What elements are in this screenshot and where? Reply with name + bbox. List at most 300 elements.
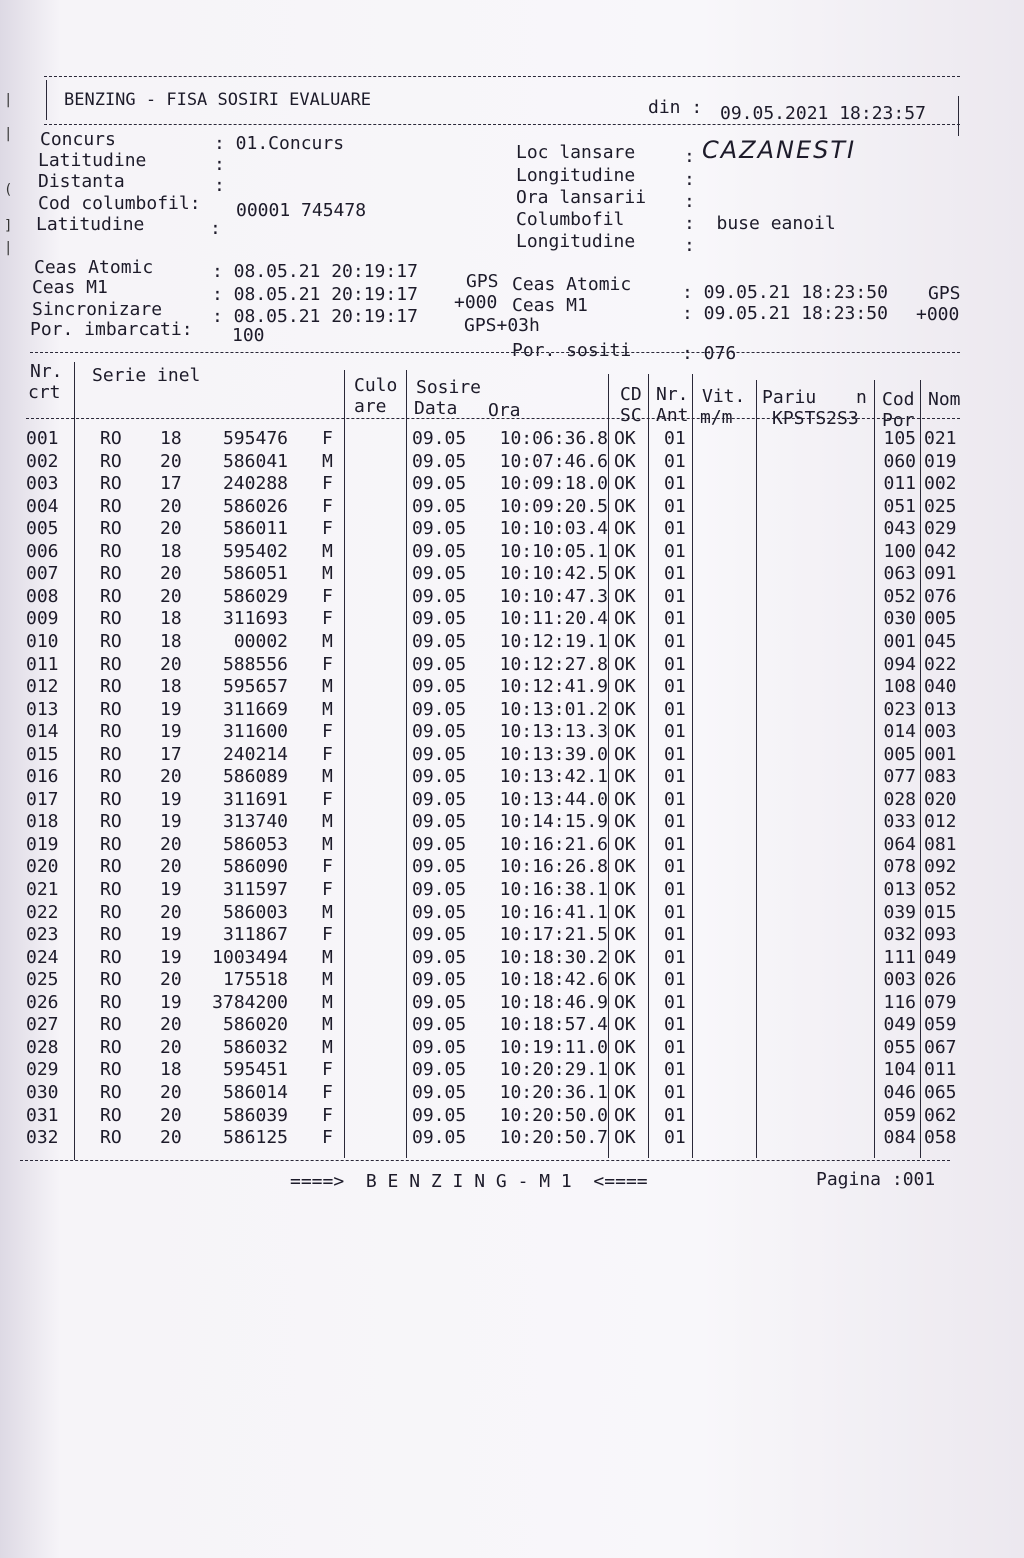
cell-data: 09.05 xyxy=(412,788,467,810)
header-mm: m/m xyxy=(700,407,733,428)
header-cd: CD xyxy=(620,384,642,405)
margin-tick-marks: | | ( ] | xyxy=(4,92,13,256)
cell-sex: M xyxy=(322,991,333,1013)
cell-cod: 046 xyxy=(883,1081,916,1103)
cell-cod: 051 xyxy=(883,495,916,517)
loc-lansare-value: : xyxy=(684,146,695,167)
longitudine-label: Longitudine xyxy=(516,165,636,186)
cell-tara: RO xyxy=(100,721,122,743)
table-row xyxy=(0,992,1024,1014)
cell-ora: 10:20:50.0 xyxy=(499,1104,608,1126)
header-serie-inel: Serie inel xyxy=(92,365,201,386)
table-row xyxy=(0,1059,1024,1081)
cell-ora: 10:09:18.0 xyxy=(499,473,608,495)
cell-sex: F xyxy=(322,721,333,743)
table-row xyxy=(0,496,1024,518)
cell-nrant: 01 xyxy=(664,428,686,449)
cell-sex: F xyxy=(322,428,333,449)
cell-an: 18 xyxy=(160,540,182,562)
cell-data: 09.05 xyxy=(412,495,467,517)
cell-nom: 001 xyxy=(924,743,957,765)
cell-sex: F xyxy=(322,1059,333,1081)
cell-inel: 586125 xyxy=(222,1127,288,1149)
cell-an: 19 xyxy=(160,924,182,946)
cell-nr: 007 xyxy=(26,563,59,585)
cell-cod: 060 xyxy=(883,450,916,472)
columbofil-value: : buse eanoil xyxy=(684,213,836,234)
cell-cod: 003 xyxy=(883,969,916,991)
cell-inel: 311867 xyxy=(222,924,288,946)
cell-inel: 311691 xyxy=(222,788,288,810)
cell-sex: M xyxy=(322,969,333,991)
cell-nr: 031 xyxy=(26,1104,59,1126)
cell-sex: F xyxy=(322,924,333,946)
cell-sex: F xyxy=(322,1127,333,1149)
cell-data: 09.05 xyxy=(412,856,467,878)
cell-tara: RO xyxy=(100,698,122,720)
cell-cdsc: OK xyxy=(614,766,636,788)
cell-nom: 093 xyxy=(924,924,957,946)
cell-nom: 091 xyxy=(924,563,957,585)
cell-cdsc: OK xyxy=(614,833,636,855)
header-cod: Cod xyxy=(882,389,915,410)
ceas-m1-left-value: : 08.05.21 20:19:17 xyxy=(212,284,418,305)
header-bottom-rule xyxy=(44,124,960,125)
cell-an: 20 xyxy=(160,856,182,878)
sincronizare-label: Sincronizare xyxy=(32,299,163,320)
cell-nr: 002 xyxy=(26,450,59,472)
cell-an: 20 xyxy=(160,1014,182,1036)
cod-columbofil-label: Cod columbofil: xyxy=(38,193,201,214)
cell-nom: 003 xyxy=(924,721,957,743)
cell-nr: 017 xyxy=(26,788,59,810)
cell-tara: RO xyxy=(100,1036,122,1058)
cell-nrant: 01 xyxy=(664,585,686,607)
ceas-m1-left-label: Ceas M1 xyxy=(32,277,108,298)
cell-nom: 040 xyxy=(924,676,957,698)
cell-data: 09.05 xyxy=(412,924,467,946)
cell-nr: 032 xyxy=(26,1127,59,1149)
table-row xyxy=(0,766,1024,788)
cell-nrant: 01 xyxy=(664,833,686,855)
cell-ora: 10:20:36.1 xyxy=(499,1081,608,1103)
cell-cdsc: OK xyxy=(614,901,636,923)
cell-nr: 006 xyxy=(26,540,59,562)
cell-an: 17 xyxy=(160,743,182,765)
cell-an: 20 xyxy=(160,563,182,585)
cell-nrant: 01 xyxy=(664,608,686,630)
cell-ora: 10:12:19.1 xyxy=(499,630,608,652)
cell-cod: 001 xyxy=(883,630,916,652)
cell-cdsc: OK xyxy=(614,563,636,585)
cell-cdsc: OK xyxy=(614,473,636,495)
cell-cdsc: OK xyxy=(614,1127,636,1149)
cell-nom: 065 xyxy=(924,1081,957,1103)
cell-sex: M xyxy=(322,811,333,833)
cell-nrant: 01 xyxy=(664,969,686,991)
cell-sex: M xyxy=(322,946,333,968)
cell-cod: 023 xyxy=(883,698,916,720)
cell-nr: 015 xyxy=(26,743,59,765)
cell-ora: 10:19:11.0 xyxy=(499,1036,608,1058)
cell-nom: 019 xyxy=(924,450,957,472)
cell-cod: 105 xyxy=(883,428,916,449)
cell-nrant: 01 xyxy=(664,879,686,900)
cell-an: 18 xyxy=(160,676,182,698)
cell-cdsc: OK xyxy=(614,585,636,607)
cell-tara: RO xyxy=(100,1127,122,1149)
cell-nrant: 01 xyxy=(664,1059,686,1081)
cell-cod: 052 xyxy=(883,585,916,607)
cell-nrant: 01 xyxy=(664,495,686,517)
table-row xyxy=(0,924,1024,946)
cell-sex: M xyxy=(322,766,333,788)
cell-nrant: 01 xyxy=(664,991,686,1013)
cell-nr: 025 xyxy=(26,969,59,991)
cell-ora: 10:09:20.5 xyxy=(499,495,608,517)
cell-inel: 586053 xyxy=(222,833,288,855)
cell-nom: 015 xyxy=(924,901,957,923)
cell-inel: 586090 xyxy=(222,856,288,878)
table-row xyxy=(0,451,1024,473)
cell-cdsc: OK xyxy=(614,1014,636,1036)
cell-cod: 078 xyxy=(883,856,916,878)
cell-inel: 313740 xyxy=(222,811,288,833)
header-top-rule xyxy=(44,76,960,77)
header-right-edge xyxy=(958,96,959,136)
cell-cod: 005 xyxy=(883,743,916,765)
cell-an: 20 xyxy=(160,969,182,991)
cell-sex: M xyxy=(322,833,333,855)
cell-nr: 027 xyxy=(26,1014,59,1036)
cell-tara: RO xyxy=(100,743,122,765)
cell-an: 20 xyxy=(160,1104,182,1126)
cell-cdsc: OK xyxy=(614,1104,636,1126)
cell-nom: 011 xyxy=(924,1059,957,1081)
header-pariu-n: n xyxy=(856,387,867,408)
cell-inel: 595451 xyxy=(222,1059,288,1081)
cell-tara: RO xyxy=(100,563,122,585)
cell-nr: 029 xyxy=(26,1059,59,1081)
cell-tara: RO xyxy=(100,630,122,652)
cell-cdsc: OK xyxy=(614,1036,636,1058)
cell-data: 09.05 xyxy=(412,766,467,788)
cell-nr: 024 xyxy=(26,946,59,968)
cell-inel: 311597 xyxy=(222,879,288,900)
table-row xyxy=(0,1127,1024,1149)
cell-inel: 595657 xyxy=(222,676,288,698)
table-row xyxy=(0,631,1024,653)
header-por: Por xyxy=(882,410,915,431)
cell-data: 09.05 xyxy=(412,901,467,923)
cell-ora: 10:10:05.1 xyxy=(499,540,608,562)
cell-ora: 10:12:41.9 xyxy=(499,676,608,698)
cell-nr: 016 xyxy=(26,766,59,788)
cell-nom: 059 xyxy=(924,1014,957,1036)
cell-ora: 10:11:20.4 xyxy=(499,608,608,630)
cell-data: 09.05 xyxy=(412,833,467,855)
longitudine-2-value: : xyxy=(684,235,695,256)
cell-sex: M xyxy=(322,563,333,585)
table-row xyxy=(0,1082,1024,1104)
cell-tara: RO xyxy=(100,473,122,495)
cell-cod: 013 xyxy=(883,879,916,900)
cell-cdsc: OK xyxy=(614,540,636,562)
cell-tara: RO xyxy=(100,833,122,855)
latitudine-2-value: : xyxy=(210,218,221,239)
table-row xyxy=(0,947,1024,969)
cell-inel: 595402 xyxy=(222,540,288,562)
cell-inel: 1003494 xyxy=(212,946,288,968)
cell-sex: M xyxy=(322,1014,333,1036)
cell-tara: RO xyxy=(100,428,122,449)
latitudine-2-label: Latitudine xyxy=(36,214,145,235)
latitudine-value: : xyxy=(214,154,225,175)
cell-inel: 00002 xyxy=(233,630,288,652)
cell-nom: 025 xyxy=(924,495,957,517)
table-row xyxy=(0,969,1024,991)
cell-ora: 10:13:44.0 xyxy=(499,788,608,810)
table-row xyxy=(0,902,1024,924)
cell-an: 18 xyxy=(160,428,182,449)
cell-nrant: 01 xyxy=(664,1081,686,1103)
cell-cdsc: OK xyxy=(614,630,636,652)
handwritten-location: CAZANESTI xyxy=(702,136,857,164)
cell-an: 20 xyxy=(160,495,182,517)
cell-sex: M xyxy=(322,540,333,562)
cell-inel: 588556 xyxy=(222,653,288,675)
cell-nom: 021 xyxy=(924,428,957,449)
cell-cod: 055 xyxy=(883,1036,916,1058)
header-nom: Nom xyxy=(928,389,961,410)
cell-an: 20 xyxy=(160,1127,182,1149)
ceas-atomic-right-value: : 09.05.21 18:23:50 xyxy=(682,282,888,303)
cell-nom: 049 xyxy=(924,946,957,968)
cell-inel: 175518 xyxy=(222,969,288,991)
cell-ora: 10:18:46.9 xyxy=(499,991,608,1013)
cell-tara: RO xyxy=(100,518,122,540)
ceas-atomic-right-suffix: GPS xyxy=(928,283,961,304)
cell-cdsc: OK xyxy=(614,698,636,720)
header-sc: SC xyxy=(620,405,642,426)
report-date-value: 09.05.2021 18:23:57 xyxy=(720,103,926,124)
cell-an: 18 xyxy=(160,630,182,652)
concurs-value: : 01.Concurs xyxy=(214,133,345,154)
cell-nom: 058 xyxy=(924,1127,957,1149)
cell-an: 19 xyxy=(160,879,182,900)
header-vit: Vit. xyxy=(702,386,746,407)
cell-sex: M xyxy=(322,1036,333,1058)
table-row xyxy=(0,541,1024,563)
cell-inel: 586029 xyxy=(222,585,288,607)
cell-cod: 108 xyxy=(883,676,916,698)
cell-an: 20 xyxy=(160,833,182,855)
cell-an: 19 xyxy=(160,811,182,833)
cell-nr: 003 xyxy=(26,473,59,495)
table-row xyxy=(0,879,1024,901)
header-sosire: Sosire xyxy=(416,377,482,398)
cell-ora: 10:13:13.3 xyxy=(499,721,608,743)
footer-banner: ====> B E N Z I N G - M 1 <==== xyxy=(290,1171,648,1192)
table-row xyxy=(0,473,1024,495)
cell-sex: M xyxy=(322,901,333,923)
cell-nom: 020 xyxy=(924,788,957,810)
cell-ora: 10:07:46.6 xyxy=(499,450,608,472)
cell-data: 09.05 xyxy=(412,1059,467,1081)
cell-nom: 081 xyxy=(924,833,957,855)
cell-an: 20 xyxy=(160,1081,182,1103)
longitudine-2-label: Longitudine xyxy=(516,231,636,252)
cell-nrant: 01 xyxy=(664,473,686,495)
cell-inel: 311600 xyxy=(222,721,288,743)
cell-cod: 033 xyxy=(883,811,916,833)
cell-sex: F xyxy=(322,1081,333,1103)
cell-ora: 10:16:38.1 xyxy=(499,879,608,900)
cell-cod: 030 xyxy=(883,608,916,630)
cell-cod: 059 xyxy=(883,1104,916,1126)
cell-nrant: 01 xyxy=(664,721,686,743)
cell-cdsc: OK xyxy=(614,879,636,900)
cell-sex: M xyxy=(322,676,333,698)
cell-nr: 019 xyxy=(26,833,59,855)
cell-cdsc: OK xyxy=(614,969,636,991)
cell-sex: F xyxy=(322,473,333,495)
cell-cdsc: OK xyxy=(614,518,636,540)
cell-ora: 10:06:36.8 xyxy=(499,428,608,449)
cell-inel: 586051 xyxy=(222,563,288,585)
header-crt: crt xyxy=(28,382,61,403)
cell-inel: 586003 xyxy=(222,901,288,923)
cell-nr: 014 xyxy=(26,721,59,743)
cell-tara: RO xyxy=(100,788,122,810)
table-row xyxy=(0,811,1024,833)
cell-nom: 045 xyxy=(924,630,957,652)
cell-ora: 10:16:26.8 xyxy=(499,856,608,878)
cell-nrant: 01 xyxy=(664,766,686,788)
cell-tara: RO xyxy=(100,495,122,517)
cell-nr: 026 xyxy=(26,991,59,1013)
cell-sex: F xyxy=(322,788,333,810)
columbofil-label: Columbofil xyxy=(516,209,625,230)
cell-an: 17 xyxy=(160,473,182,495)
header-nrant-1: Nr. xyxy=(656,384,689,405)
cell-data: 09.05 xyxy=(412,698,467,720)
cell-data: 09.05 xyxy=(412,473,467,495)
ora-lansarii-value: : xyxy=(684,191,695,212)
cell-an: 20 xyxy=(160,766,182,788)
cell-data: 09.05 xyxy=(412,428,467,449)
table-row xyxy=(0,654,1024,676)
cell-nom: 079 xyxy=(924,991,957,1013)
table-row xyxy=(0,1105,1024,1127)
cell-cdsc: OK xyxy=(614,653,636,675)
cell-ora: 10:14:15.9 xyxy=(499,811,608,833)
distanta-label: Distanta xyxy=(38,171,125,192)
cell-inel: 240214 xyxy=(222,743,288,765)
cell-tara: RO xyxy=(100,811,122,833)
cell-cod: 111 xyxy=(883,946,916,968)
cell-cdsc: OK xyxy=(614,856,636,878)
cell-data: 09.05 xyxy=(412,946,467,968)
cell-tara: RO xyxy=(100,608,122,630)
distanta-value: : xyxy=(214,175,225,196)
cell-cod: 084 xyxy=(883,1127,916,1149)
cell-ora: 10:10:47.3 xyxy=(499,585,608,607)
cell-inel: 595476 xyxy=(222,428,288,449)
table-row xyxy=(0,721,1024,743)
cell-nom: 062 xyxy=(924,1104,957,1126)
cell-nr: 005 xyxy=(26,518,59,540)
cell-data: 09.05 xyxy=(412,585,467,607)
cell-tara: RO xyxy=(100,766,122,788)
cell-cod: 011 xyxy=(883,473,916,495)
cell-nr: 023 xyxy=(26,924,59,946)
table-row xyxy=(0,1037,1024,1059)
ceas-atomic-left-suffix: GPS xyxy=(466,271,499,292)
header-culoare-2: are xyxy=(354,396,387,417)
cell-ora: 10:10:03.4 xyxy=(499,518,608,540)
cell-sex: F xyxy=(322,653,333,675)
cell-cod: 100 xyxy=(883,540,916,562)
cell-nrant: 01 xyxy=(664,450,686,472)
cell-cdsc: OK xyxy=(614,721,636,743)
por-sositi-label: Por. sositi xyxy=(512,340,632,361)
cell-cod: 039 xyxy=(883,901,916,923)
cell-nr: 008 xyxy=(26,585,59,607)
cell-sex: F xyxy=(322,1104,333,1126)
cell-cdsc: OK xyxy=(614,450,636,472)
cell-cdsc: OK xyxy=(614,924,636,946)
cell-an: 20 xyxy=(160,518,182,540)
cell-tara: RO xyxy=(100,1059,122,1081)
cell-nrant: 01 xyxy=(664,676,686,698)
table-row xyxy=(0,1014,1024,1036)
cell-an: 19 xyxy=(160,946,182,968)
cell-cod: 014 xyxy=(883,721,916,743)
cell-ora: 10:12:27.8 xyxy=(499,653,608,675)
ceas-atomic-right-label: Ceas Atomic xyxy=(512,274,632,295)
cell-nr: 009 xyxy=(26,608,59,630)
table-row xyxy=(0,428,1024,450)
cell-ora: 10:13:42.1 xyxy=(499,766,608,788)
cell-nom: 026 xyxy=(924,969,957,991)
por-imbarcati-label: Por. imbarcati: xyxy=(30,319,193,340)
cell-tara: RO xyxy=(100,585,122,607)
ceas-m1-right-suffix: +000 xyxy=(916,304,960,325)
page-number: Pagina :001 xyxy=(816,1169,936,1190)
cell-tara: RO xyxy=(100,924,122,946)
cell-cod: 094 xyxy=(883,653,916,675)
cell-an: 20 xyxy=(160,1036,182,1058)
cell-an: 18 xyxy=(160,608,182,630)
cell-nom: 013 xyxy=(924,698,957,720)
cell-inel: 240288 xyxy=(222,473,288,495)
cell-nrant: 01 xyxy=(664,901,686,923)
cell-cdsc: OK xyxy=(614,428,636,449)
cell-inel: 586026 xyxy=(222,495,288,517)
cell-cdsc: OK xyxy=(614,608,636,630)
cell-ora: 10:16:21.6 xyxy=(499,833,608,855)
cell-nrant: 01 xyxy=(664,946,686,968)
cell-cdsc: OK xyxy=(614,676,636,698)
cell-ora: 10:18:42.6 xyxy=(499,969,608,991)
loc-lansare-label: Loc lansare xyxy=(516,142,636,163)
cell-tara: RO xyxy=(100,946,122,968)
cell-data: 09.05 xyxy=(412,518,467,540)
report-title: BENZING - FISA SOSIRI EVALUARE xyxy=(64,90,372,110)
cell-cod: 077 xyxy=(883,766,916,788)
cell-nrant: 01 xyxy=(664,743,686,765)
